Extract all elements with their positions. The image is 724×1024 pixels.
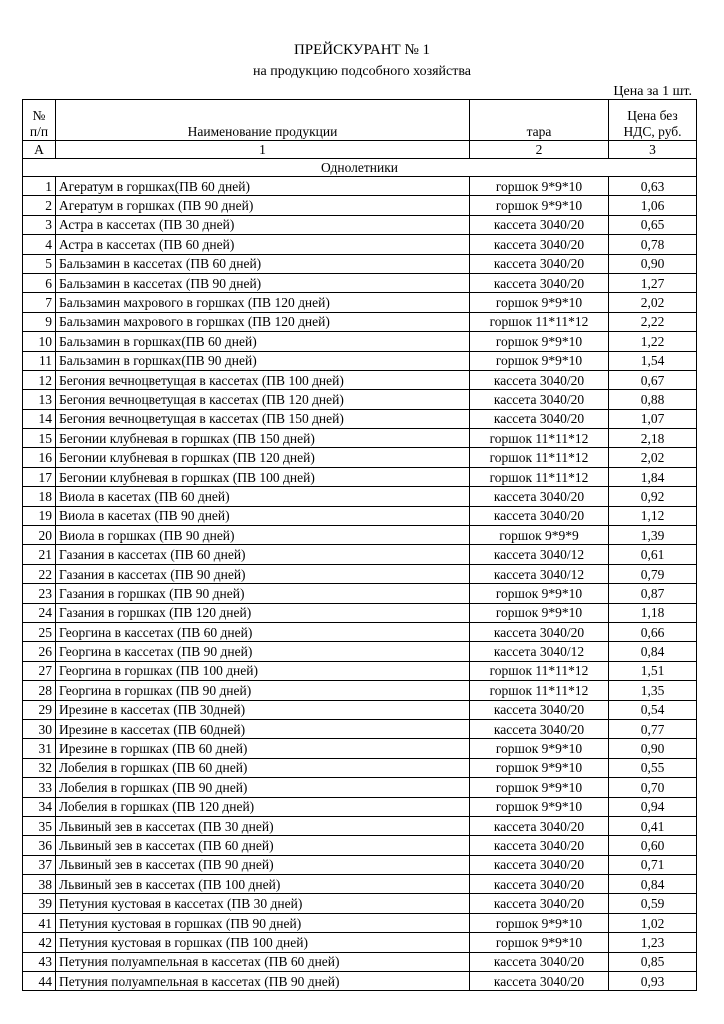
table-row bbox=[23, 952, 697, 971]
price: 0,59 bbox=[609, 894, 697, 913]
price: 0,67 bbox=[609, 370, 697, 389]
product-name: Бальзамин махрового в горшках (ПВ 120 дней) bbox=[56, 312, 470, 331]
table-row bbox=[23, 448, 697, 467]
row-number: 35 bbox=[23, 816, 56, 835]
header-number bbox=[23, 100, 56, 141]
row-number: 39 bbox=[23, 894, 56, 913]
price: 0,93 bbox=[609, 972, 697, 991]
price: 0,94 bbox=[609, 797, 697, 816]
packaging: кассета 3040/20 bbox=[470, 952, 609, 971]
product-name: Львиный зев в кассетах (ПВ 90 дней) bbox=[56, 855, 470, 874]
packaging: кассета 3040/20 bbox=[470, 235, 609, 254]
price: 0,90 bbox=[609, 254, 697, 273]
price: 0,79 bbox=[609, 564, 697, 583]
product-name: Ирезине в кассетах (ПВ 30дней) bbox=[56, 700, 470, 719]
table-row bbox=[23, 797, 697, 816]
product-name: Бальзамин в горшках(ПВ 60 дней) bbox=[56, 332, 470, 351]
header-product-name: Наименование продукции bbox=[56, 100, 470, 141]
table-row bbox=[23, 758, 697, 777]
product-name: Бегония вечноцветущая в кассетах (ПВ 150 дней) bbox=[56, 409, 470, 428]
price: 0,61 bbox=[609, 545, 697, 564]
row-number: 30 bbox=[23, 719, 56, 738]
price: 0,60 bbox=[609, 836, 697, 855]
row-number: 2 bbox=[23, 196, 56, 215]
packaging: кассета 3040/20 bbox=[470, 390, 609, 409]
product-name: Ирезине в кассетах (ПВ 60дней) bbox=[56, 719, 470, 738]
price: 0,77 bbox=[609, 719, 697, 738]
packaging: горшок 9*9*9 bbox=[470, 526, 609, 545]
product-name: Газания в горшках (ПВ 90 дней) bbox=[56, 584, 470, 603]
product-name: Львиный зев в кассетах (ПВ 30 дней) bbox=[56, 816, 470, 835]
price: 1,22 bbox=[609, 332, 697, 351]
packaging: горшок 11*11*12 bbox=[470, 448, 609, 467]
table-row bbox=[23, 681, 697, 700]
table-row bbox=[23, 467, 697, 486]
packaging: кассета 3040/20 bbox=[470, 622, 609, 641]
packaging: горшок 9*9*10 bbox=[470, 739, 609, 758]
row-number: 23 bbox=[23, 584, 56, 603]
price: 1,54 bbox=[609, 351, 697, 370]
price: 0,84 bbox=[609, 875, 697, 894]
price: 0,55 bbox=[609, 758, 697, 777]
table-row bbox=[23, 700, 697, 719]
row-number: 33 bbox=[23, 778, 56, 797]
product-name: Виола в касетах (ПВ 60 дней) bbox=[56, 487, 470, 506]
row-number: 41 bbox=[23, 913, 56, 932]
table-row bbox=[23, 816, 697, 835]
row-number: 29 bbox=[23, 700, 56, 719]
packaging: горшок 11*11*12 bbox=[470, 661, 609, 680]
table-row bbox=[23, 836, 697, 855]
packaging: кассета 3040/20 bbox=[470, 816, 609, 835]
row-number: 13 bbox=[23, 390, 56, 409]
row-number: 25 bbox=[23, 622, 56, 641]
price: 1,39 bbox=[609, 526, 697, 545]
product-name: Бегония вечноцветущая в кассетах (ПВ 120 дней) bbox=[56, 390, 470, 409]
product-name: Лобелия в горшках (ПВ 90 дней) bbox=[56, 778, 470, 797]
packaging: горшок 11*11*12 bbox=[470, 312, 609, 331]
price: 2,22 bbox=[609, 312, 697, 331]
row-number: 4 bbox=[23, 235, 56, 254]
header-packaging: тара bbox=[470, 100, 609, 141]
row-number: 3 bbox=[23, 215, 56, 234]
price: 0,65 bbox=[609, 215, 697, 234]
packaging: горшок 9*9*10 bbox=[470, 177, 609, 196]
row-number: 27 bbox=[23, 661, 56, 680]
product-name: Газания в кассетах (ПВ 90 дней) bbox=[56, 564, 470, 583]
product-name: Львиный зев в кассетах (ПВ 60 дней) bbox=[56, 836, 470, 855]
product-name: Георгина в кассетах (ПВ 90 дней) bbox=[56, 642, 470, 661]
price: 1,51 bbox=[609, 661, 697, 680]
header-number-abbrev: п/п bbox=[29, 124, 49, 139]
price: 2,02 bbox=[609, 448, 697, 467]
section-row bbox=[23, 159, 697, 177]
product-name: Бальзамин в горшках(ПВ 90 дней) bbox=[56, 351, 470, 370]
table-row bbox=[23, 370, 697, 389]
table-row bbox=[23, 545, 697, 564]
price: 1,18 bbox=[609, 603, 697, 622]
table-row bbox=[23, 215, 697, 234]
document-subtitle: на продукцию подсобного хозяйства bbox=[253, 64, 471, 79]
packaging: кассета 3040/20 bbox=[470, 409, 609, 428]
row-number: 32 bbox=[23, 758, 56, 777]
packaging: кассета 3040/20 bbox=[470, 836, 609, 855]
packaging: кассета 3040/20 bbox=[470, 875, 609, 894]
product-name: Петуния полуампельная в кассетах (ПВ 60 дней) bbox=[56, 952, 470, 971]
packaging: горшок 11*11*12 bbox=[470, 429, 609, 448]
table-row bbox=[23, 972, 697, 991]
packaging: кассета 3040/20 bbox=[470, 506, 609, 525]
row-number: 10 bbox=[23, 332, 56, 351]
row-number: 31 bbox=[23, 739, 56, 758]
table-row bbox=[23, 739, 697, 758]
price: 1,12 bbox=[609, 506, 697, 525]
price: 1,23 bbox=[609, 933, 697, 952]
product-name: Бальзамин в кассетах (ПВ 90 дней) bbox=[56, 273, 470, 292]
row-number: 28 bbox=[23, 681, 56, 700]
product-name: Бегонии клубневая в горшках (ПВ 100 дней) bbox=[56, 467, 470, 486]
row-number: 18 bbox=[23, 487, 56, 506]
table-header-row bbox=[23, 100, 697, 141]
product-name: Петуния кустовая в горшках (ПВ 90 дней) bbox=[56, 913, 470, 932]
price-list-table bbox=[22, 99, 697, 991]
price: 0,90 bbox=[609, 739, 697, 758]
product-name: Георгина в кассетах (ПВ 60 дней) bbox=[56, 622, 470, 641]
price: 1,02 bbox=[609, 913, 697, 932]
table-row bbox=[23, 235, 697, 254]
product-name: Георгина в горшках (ПВ 100 дней) bbox=[56, 661, 470, 680]
table-row bbox=[23, 584, 697, 603]
packaging: горшок 9*9*10 bbox=[470, 196, 609, 215]
row-number: 1 bbox=[23, 177, 56, 196]
product-name: Бальзамин махрового в горшках (ПВ 120 дней) bbox=[56, 293, 470, 312]
packaging: кассета 3040/20 bbox=[470, 370, 609, 389]
table-row bbox=[23, 254, 697, 273]
row-number: 20 bbox=[23, 526, 56, 545]
header-price-line1: Цена без bbox=[627, 108, 678, 123]
table-row bbox=[23, 409, 697, 428]
table-row bbox=[23, 933, 697, 952]
table-row bbox=[23, 661, 697, 680]
packaging: кассета 3040/12 bbox=[470, 564, 609, 583]
packaging: горшок 9*9*10 bbox=[470, 332, 609, 351]
price: 0,84 bbox=[609, 642, 697, 661]
price: 1,35 bbox=[609, 681, 697, 700]
column-number-a: А bbox=[23, 141, 56, 159]
product-name: Агератум в горшках (ПВ 90 дней) bbox=[56, 196, 470, 215]
header-price-line2: НДС, руб. bbox=[623, 124, 682, 139]
packaging: горшок 9*9*10 bbox=[470, 584, 609, 603]
product-name: Бальзамин в кассетах (ПВ 60 дней) bbox=[56, 254, 470, 273]
product-name: Лобелия в горшках (ПВ 60 дней) bbox=[56, 758, 470, 777]
table-row bbox=[23, 603, 697, 622]
price: 1,27 bbox=[609, 273, 697, 292]
packaging: кассета 3040/20 bbox=[470, 215, 609, 234]
packaging: кассета 3040/20 bbox=[470, 273, 609, 292]
table-row bbox=[23, 526, 697, 545]
product-name: Петуния кустовая в кассетах (ПВ 30 дней) bbox=[56, 894, 470, 913]
product-name: Виола в касетах (ПВ 90 дней) bbox=[56, 506, 470, 525]
price: 0,66 bbox=[609, 622, 697, 641]
packaging: горшок 9*9*10 bbox=[470, 797, 609, 816]
product-name: Астра в кассетах (ПВ 60 дней) bbox=[56, 235, 470, 254]
product-name: Агератум в горшках(ПВ 60 дней) bbox=[56, 177, 470, 196]
table-row bbox=[23, 273, 697, 292]
table-row bbox=[23, 506, 697, 525]
row-number: 9 bbox=[23, 312, 56, 331]
price: 0,78 bbox=[609, 235, 697, 254]
packaging: горшок 9*9*10 bbox=[470, 603, 609, 622]
product-name: Бегонии клубневая в горшках (ПВ 150 дней) bbox=[56, 429, 470, 448]
row-number: 12 bbox=[23, 370, 56, 389]
product-name: Ирезине в горшках (ПВ 60 дней) bbox=[56, 739, 470, 758]
packaging: горшок 9*9*10 bbox=[470, 351, 609, 370]
product-name: Астра в кассетах (ПВ 30 дней) bbox=[56, 215, 470, 234]
packaging: горшок 9*9*10 bbox=[470, 913, 609, 932]
packaging: горшок 11*11*12 bbox=[470, 467, 609, 486]
row-number: 22 bbox=[23, 564, 56, 583]
packaging: кассета 3040/12 bbox=[470, 545, 609, 564]
packaging: кассета 3040/12 bbox=[470, 642, 609, 661]
product-name: Петуния полуампельная в кассетах (ПВ 90 дней) bbox=[56, 972, 470, 991]
product-name: Петуния кустовая в горшках (ПВ 100 дней) bbox=[56, 933, 470, 952]
price: 0,41 bbox=[609, 816, 697, 835]
column-number-3: 3 bbox=[609, 141, 697, 159]
row-number: 21 bbox=[23, 545, 56, 564]
row-number: 37 bbox=[23, 855, 56, 874]
table-row bbox=[23, 177, 697, 196]
price: 0,85 bbox=[609, 952, 697, 971]
row-number: 44 bbox=[23, 972, 56, 991]
table-row bbox=[23, 778, 697, 797]
table-row bbox=[23, 622, 697, 641]
table-row bbox=[23, 564, 697, 583]
product-name: Бегония вечноцветущая в кассетах (ПВ 100 дней) bbox=[56, 370, 470, 389]
product-name: Георгина в горшках (ПВ 90 дней) bbox=[56, 681, 470, 700]
packaging: кассета 3040/20 bbox=[470, 972, 609, 991]
product-name: Газания в кассетах (ПВ 60 дней) bbox=[56, 545, 470, 564]
packaging: кассета 3040/20 bbox=[470, 487, 609, 506]
table-row bbox=[23, 312, 697, 331]
packaging: горшок 9*9*10 bbox=[470, 778, 609, 797]
row-number: 42 bbox=[23, 933, 56, 952]
table-row bbox=[23, 351, 697, 370]
packaging: горшок 11*11*12 bbox=[470, 681, 609, 700]
price: 0,71 bbox=[609, 855, 697, 874]
packaging: горшок 9*9*10 bbox=[470, 758, 609, 777]
price-unit-note: Цена за 1 шт. bbox=[613, 84, 692, 99]
column-number-1: 1 bbox=[56, 141, 470, 159]
row-number: 7 bbox=[23, 293, 56, 312]
table-row bbox=[23, 855, 697, 874]
price: 1,06 bbox=[609, 196, 697, 215]
price: 0,87 bbox=[609, 584, 697, 603]
packaging: горшок 9*9*10 bbox=[470, 293, 609, 312]
price: 0,54 bbox=[609, 700, 697, 719]
row-number: 17 bbox=[23, 467, 56, 486]
table-row bbox=[23, 894, 697, 913]
table-row bbox=[23, 719, 697, 738]
product-name: Лобелия в горшках (ПВ 120 дней) bbox=[56, 797, 470, 816]
price: 0,70 bbox=[609, 778, 697, 797]
packaging: кассета 3040/20 bbox=[470, 894, 609, 913]
table-row bbox=[23, 332, 697, 351]
row-number: 24 bbox=[23, 603, 56, 622]
product-name: Газания в горшках (ПВ 120 дней) bbox=[56, 603, 470, 622]
table-row bbox=[23, 390, 697, 409]
row-number: 26 bbox=[23, 642, 56, 661]
header-price bbox=[609, 100, 697, 141]
row-number: 34 bbox=[23, 797, 56, 816]
product-name: Львиный зев в кассетах (ПВ 100 дней) bbox=[56, 875, 470, 894]
price: 1,07 bbox=[609, 409, 697, 428]
price: 0,92 bbox=[609, 487, 697, 506]
section-title: Однолетники bbox=[23, 159, 697, 177]
packaging: горшок 9*9*10 bbox=[470, 933, 609, 952]
table-row bbox=[23, 293, 697, 312]
price: 1,84 bbox=[609, 467, 697, 486]
table-row bbox=[23, 913, 697, 932]
header-number-symbol: № bbox=[32, 108, 46, 123]
packaging: кассета 3040/20 bbox=[470, 719, 609, 738]
table-row bbox=[23, 429, 697, 448]
row-number: 14 bbox=[23, 409, 56, 428]
column-number-row bbox=[23, 141, 697, 159]
table-row bbox=[23, 642, 697, 661]
packaging: кассета 3040/20 bbox=[470, 855, 609, 874]
product-name: Бегонии клубневая в горшках (ПВ 120 дней) bbox=[56, 448, 470, 467]
price: 0,63 bbox=[609, 177, 697, 196]
row-number: 11 bbox=[23, 351, 56, 370]
row-number: 19 bbox=[23, 506, 56, 525]
table-row bbox=[23, 487, 697, 506]
table-row bbox=[23, 875, 697, 894]
row-number: 36 bbox=[23, 836, 56, 855]
price: 0,88 bbox=[609, 390, 697, 409]
row-number: 15 bbox=[23, 429, 56, 448]
document-title: ПРЕЙСКУРАНТ № 1 bbox=[293, 42, 431, 58]
table-body bbox=[23, 177, 697, 991]
packaging: кассета 3040/20 bbox=[470, 254, 609, 273]
row-number: 16 bbox=[23, 448, 56, 467]
price: 2,18 bbox=[609, 429, 697, 448]
row-number: 38 bbox=[23, 875, 56, 894]
column-number-2: 2 bbox=[470, 141, 609, 159]
row-number: 5 bbox=[23, 254, 56, 273]
packaging: кассета 3040/20 bbox=[470, 700, 609, 719]
row-number: 6 bbox=[23, 273, 56, 292]
table-row bbox=[23, 196, 697, 215]
product-name: Виола в горшках (ПВ 90 дней) bbox=[56, 526, 470, 545]
price: 2,02 bbox=[609, 293, 697, 312]
row-number: 43 bbox=[23, 952, 56, 971]
